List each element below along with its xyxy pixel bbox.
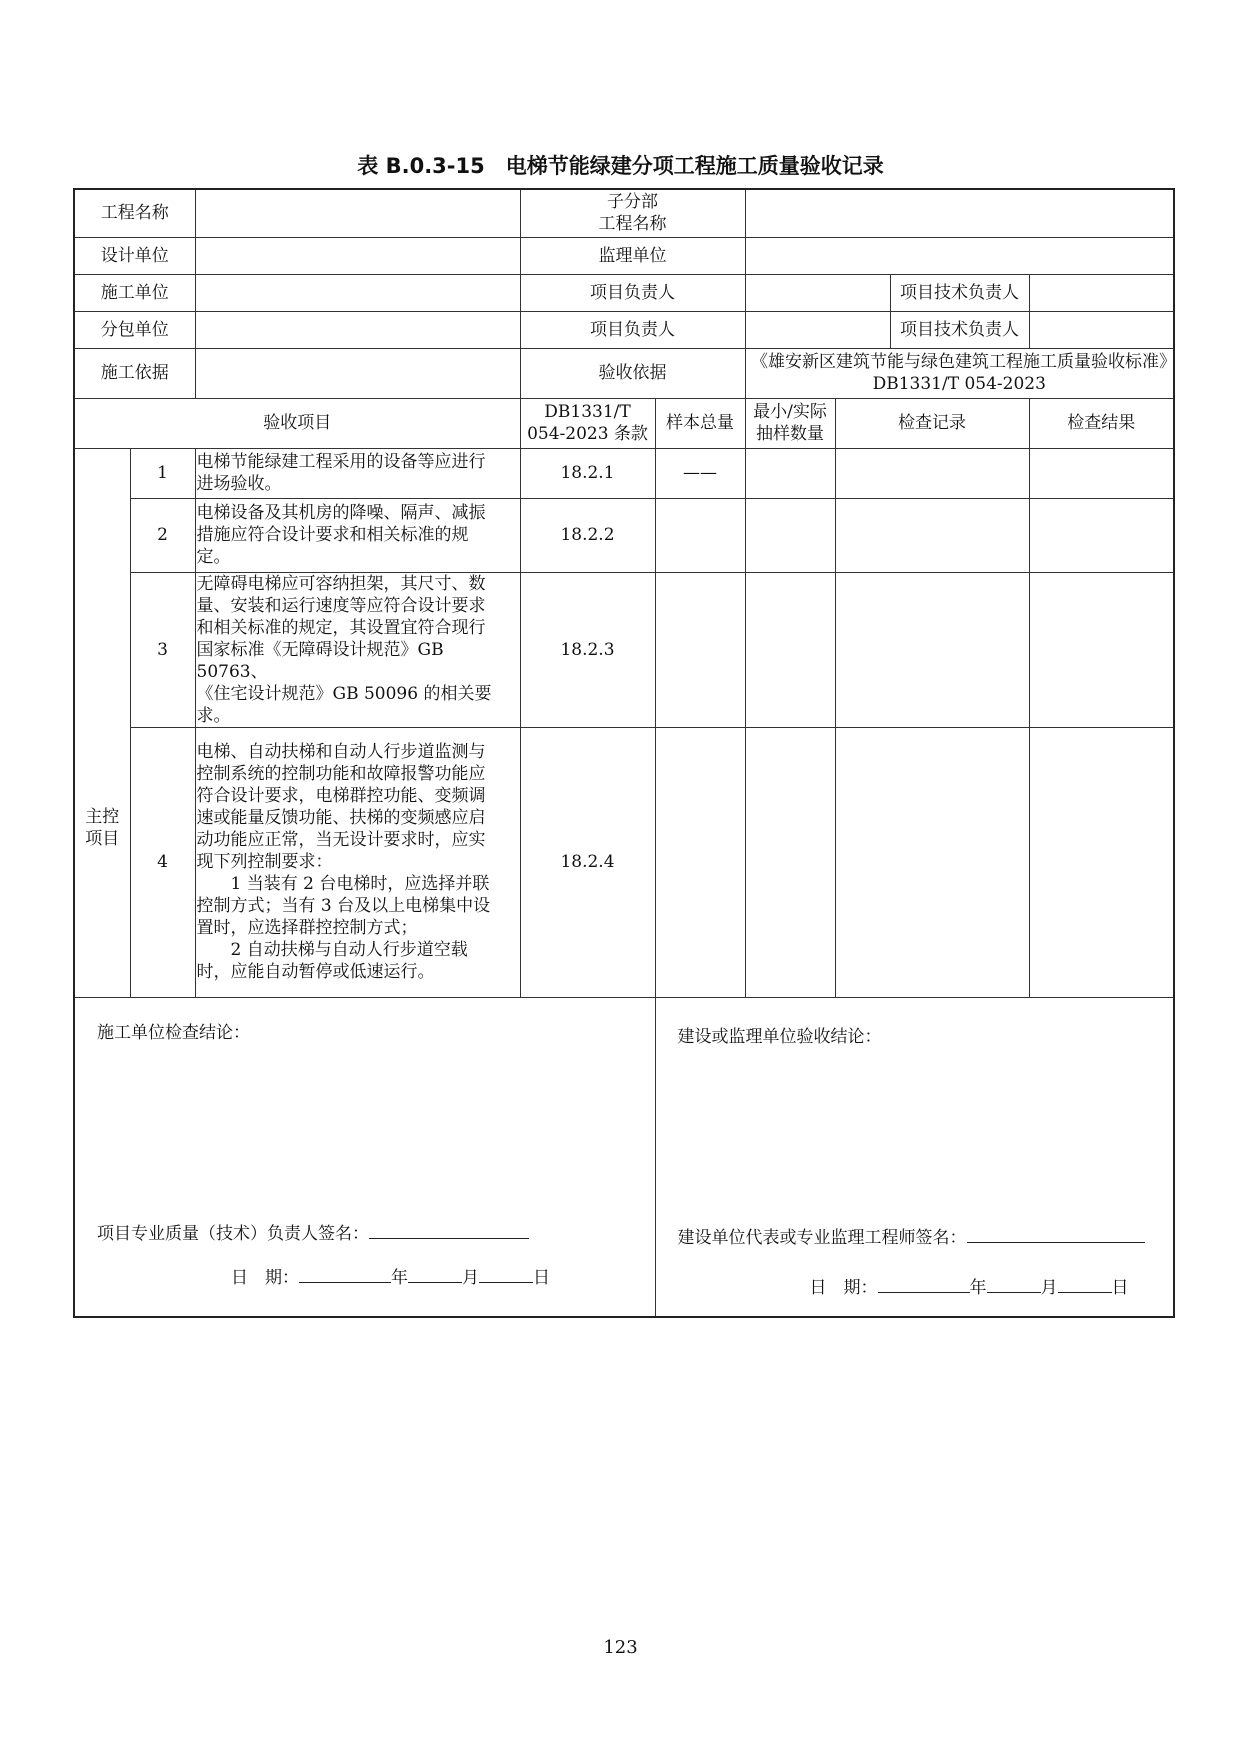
- supervision-sign-line: [678, 1224, 1145, 1249]
- sub-tech-leader-value[interactable]: [1029, 311, 1174, 348]
- item-requirement: 电梯设备及其机房的降噪、隔声、减振 措施应符合设计要求和相关标准的规 定。: [195, 498, 520, 572]
- year-blank[interactable]: [299, 1264, 391, 1283]
- supervision-sign-blank[interactable]: [967, 1224, 1145, 1243]
- header-row-basis: [74, 348, 1174, 398]
- item-record[interactable]: [835, 448, 1029, 498]
- header-row-design: [74, 237, 1174, 274]
- table-row: [74, 727, 1174, 997]
- construction-basis-value[interactable]: [195, 348, 520, 398]
- col-item: 验收项目: [74, 398, 520, 448]
- sub-project-leader-label: 项目负责人: [520, 311, 745, 348]
- item-result[interactable]: [1029, 448, 1174, 498]
- month-label: 月: [1040, 1277, 1058, 1298]
- supervision-conclusion-cell[interactable]: [655, 997, 1174, 1317]
- year-label: 年: [391, 1267, 408, 1288]
- design-unit-value[interactable]: [195, 237, 520, 274]
- construction-conclusion-label: 施工单位检查结论：: [97, 1022, 250, 1043]
- item-sample-total: [655, 727, 745, 997]
- year-label: 年: [969, 1277, 987, 1298]
- sub-tech-leader-label: 项目技术负责人: [890, 311, 1029, 348]
- item-record[interactable]: [835, 572, 1029, 727]
- date-label: 日 期：: [809, 1277, 878, 1298]
- subcontract-unit-value[interactable]: [195, 311, 520, 348]
- item-min-actual[interactable]: [745, 572, 835, 727]
- construction-unit-value[interactable]: [195, 274, 520, 311]
- table-row: [74, 498, 1174, 572]
- supervision-date-line: [810, 1274, 1129, 1299]
- item-requirement: 电梯、自动扶梯和自动人行步道监测与 控制系统的控制功能和故障报警功能应 符合设计要求，电梯群控功能、变频调 速或能量反馈功能、扶梯的变频感应启 动功能应正常，当无设计要求时，应实 现下列控制要求： 1 当装有 2 台电梯时，应选择并联 控制方式；当有 3 台及以上电梯集中设 置时，应选择群控控制方式； 2 自动扶梯与自动人行步道空载 时，应能自动暂停或低速运行。: [195, 727, 520, 997]
- item-no: 1: [130, 448, 195, 498]
- item-clause: 18.2.4: [520, 727, 655, 997]
- tech-leader-value[interactable]: [1029, 274, 1174, 311]
- table-row: [74, 572, 1174, 727]
- project-leader-label: 项目负责人: [520, 274, 745, 311]
- acceptance-basis-value: 《雄安新区建筑节能与绿色建筑工程施工质量验收标准》DB1331/T 054-2023: [745, 348, 1174, 398]
- table-title: 表 B.0.3-15 电梯节能绿建分项工程施工质量验收记录: [357, 154, 884, 178]
- col-result: 检查结果: [1029, 398, 1174, 448]
- column-header-row: [74, 398, 1174, 448]
- item-result[interactable]: [1029, 727, 1174, 997]
- item-sample-total: [655, 572, 745, 727]
- item-sample-total: ——: [655, 448, 745, 498]
- header-row-subcontract: [74, 311, 1174, 348]
- construction-conclusion-cell[interactable]: [74, 997, 655, 1317]
- item-min-actual[interactable]: [745, 448, 835, 498]
- item-clause: 18.2.2: [520, 498, 655, 572]
- supervision-unit-label: 监理单位: [520, 237, 745, 274]
- month-blank[interactable]: [408, 1264, 462, 1283]
- month-blank[interactable]: [987, 1274, 1041, 1293]
- conclusion-row: [74, 997, 1174, 1317]
- construction-sign-line: [97, 1220, 529, 1245]
- page-number: 123: [603, 1637, 638, 1658]
- sub-project-value[interactable]: [745, 189, 1174, 237]
- item-no: 2: [130, 498, 195, 572]
- item-clause: 18.2.3: [520, 572, 655, 727]
- supervision-conclusion-label: 建设或监理单位验收结论：: [677, 1026, 882, 1047]
- design-unit-label: 设计单位: [74, 237, 195, 274]
- item-clause: 18.2.1: [520, 448, 655, 498]
- project-leader-value[interactable]: [745, 274, 890, 311]
- day-blank[interactable]: [479, 1264, 533, 1283]
- col-record: 检查记录: [835, 398, 1029, 448]
- month-label: 月: [462, 1267, 479, 1288]
- main-control-label: 主控 项目: [74, 448, 130, 997]
- item-record[interactable]: [835, 727, 1029, 997]
- sub-project-leader-value[interactable]: [745, 311, 890, 348]
- table-row: [74, 448, 1174, 498]
- item-no: 3: [130, 572, 195, 727]
- construction-date-line: [231, 1264, 550, 1289]
- header-row-project: [74, 189, 1174, 237]
- date-label: 日 期：: [231, 1267, 299, 1288]
- construction-unit-label: 施工单位: [74, 274, 195, 311]
- item-result[interactable]: [1029, 572, 1174, 727]
- item-requirement: 无障碍电梯应可容纳担架，其尺寸、数 量、安装和运行速度等应符合设计要求 和相关标准的规定，其设置宜符合现行 国家标准《无障碍设计规范》GB 50763、 《住宅设计规范》GB 50096 的相关要 求。: [195, 572, 520, 727]
- construction-basis-label: 施工依据: [74, 348, 195, 398]
- tech-leader-label: 项目技术负责人: [890, 274, 1029, 311]
- construction-sign-label: 项目专业质量（技术）负责人签名：: [97, 1223, 369, 1244]
- col-sample-total: 样本总量: [655, 398, 745, 448]
- acceptance-record-table: [73, 188, 1175, 1318]
- col-clause: DB1331/T 054-2023 条款: [520, 398, 655, 448]
- day-label: 日: [533, 1267, 550, 1288]
- item-record[interactable]: [835, 498, 1029, 572]
- item-min-actual[interactable]: [745, 498, 835, 572]
- subcontract-unit-label: 分包单位: [74, 311, 195, 348]
- item-no: 4: [130, 727, 195, 997]
- item-result[interactable]: [1029, 498, 1174, 572]
- sub-project-label: 子分部 工程名称: [520, 189, 745, 237]
- project-name-value[interactable]: [195, 189, 520, 237]
- item-min-actual[interactable]: [745, 727, 835, 997]
- construction-sign-blank[interactable]: [369, 1220, 529, 1239]
- acceptance-basis-label: 验收依据: [520, 348, 745, 398]
- col-min-actual: 最小/实际 抽样数量: [745, 398, 835, 448]
- item-sample-total: [655, 498, 745, 572]
- day-blank[interactable]: [1058, 1274, 1112, 1293]
- item-requirement: 电梯节能绿建工程采用的设备等应进行 进场验收。: [195, 448, 520, 498]
- supervision-sign-label: 建设单位代表或专业监理工程师签名：: [677, 1227, 967, 1248]
- header-row-construction: [74, 274, 1174, 311]
- supervision-unit-value[interactable]: [745, 237, 1174, 274]
- project-name-label: 工程名称: [74, 189, 195, 237]
- year-blank[interactable]: [878, 1274, 970, 1293]
- day-label: 日: [1111, 1277, 1129, 1298]
